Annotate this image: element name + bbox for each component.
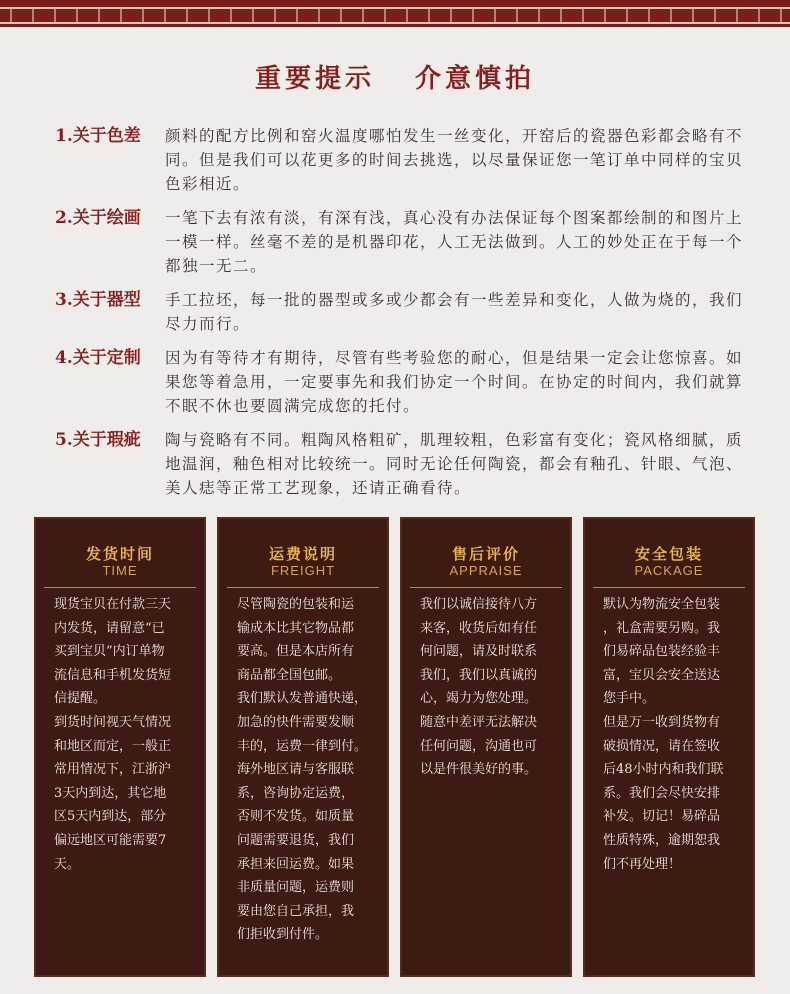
notice-item: [55, 288, 745, 336]
card-body: [54, 593, 194, 876]
card-line: 您手中。: [603, 691, 656, 707]
card-line: 承担来回运费。如果: [237, 856, 355, 872]
notice-label: 5.关于瑕疵: [55, 430, 141, 450]
card-line: 以是件很美好的事。: [420, 762, 538, 778]
notice-text: 一笔下去有浓有淡，有深有浅，真心没有办法保证每个图案都绘制的和图片上一模一样。丝毫不差的是机器印花，人工无法做到。人工的妙处正在于每一个都独一无二。: [165, 209, 744, 275]
card-shipping-time: [34, 517, 206, 977]
card-divider: [593, 587, 745, 588]
card-line: 何问题，请及时联系: [420, 644, 538, 660]
card-body: [237, 593, 377, 947]
card-line: 我们以诚信接待八方: [420, 597, 538, 612]
notice-text: 因为有等待才有期待，尽管有些考验您的耐心，但是结果一定会让您惊喜。如果您等着急用，一定要事先和我们协定一个时间。在协定的时间内，我们就算不眠不休也要圆满完成您的托付。: [165, 349, 744, 415]
card-packaging: [583, 517, 755, 977]
card-line: 非质量问题，运费则: [237, 880, 355, 896]
card-line: 流信息和手机发货短: [54, 667, 172, 683]
card-line: 买到宝贝”内订单物: [54, 644, 165, 660]
card-line: 信提醒。: [54, 691, 107, 707]
card-title: 安全包装: [634, 545, 703, 563]
card-line: 否则不发货。如质量: [237, 809, 355, 825]
notice-item: [55, 346, 745, 418]
card-line: 们易碎品包装经验丰: [603, 644, 721, 660]
card-freight: [217, 517, 389, 977]
notice-text: 陶与瓷略有不同。粗陶风格粗矿，肌理较粗，色彩富有变化；瓷风格细腻，质地温润，釉色相对比较统一。同时无论任何陶瓷，都会有釉孔、针眼、气泡、美人痣等正常工艺现象，还请正确看待。: [165, 431, 744, 497]
card-line: 随意中差评无法解决: [420, 714, 538, 730]
card-line: 天。: [54, 856, 81, 872]
page-title: [0, 58, 790, 95]
card-line: 任何问题，沟通也可: [420, 738, 538, 754]
card-line: 破损情况，请在签收: [603, 738, 721, 754]
card-title: 售后评价: [451, 545, 520, 563]
notice-label: 1.关于色差: [55, 126, 141, 146]
card-line: 偏远地区可能需要7: [54, 832, 167, 848]
card-line: ，礼盒需要另购。我: [603, 620, 721, 636]
card-title: 发货时间: [85, 545, 154, 563]
card-line: 海外地区请与客服联: [237, 762, 355, 778]
notice-item: [55, 428, 745, 500]
notice-text: 手工拉坯，每一批的器型或多或少都会有一些差异和变化，人做为烧的，我们尽力而行。: [165, 291, 744, 333]
card-line: 3天内到达，其它地: [54, 785, 167, 801]
notice-label: 2.关于绘画: [55, 208, 141, 228]
card-line: 系。我们会尽快安排: [603, 785, 721, 801]
card-line: 加急的快件需要发顺: [237, 714, 355, 730]
card-line: 区5天内到达，部分: [54, 809, 167, 825]
notice-item: [55, 124, 745, 196]
title-part-1: 重要提示: [254, 64, 375, 94]
card-line: 要由您自己承担，我: [237, 903, 355, 919]
top-decorative-border: [0, 0, 790, 27]
info-cards: [34, 517, 757, 977]
card-line: 常用情况下，江浙沪: [54, 762, 172, 778]
card-line: 富，宝贝会安全送达: [603, 667, 721, 683]
card-title: 运费说明: [268, 545, 337, 563]
card-line: 们拒收到付件。: [237, 927, 329, 943]
notice-list: [55, 124, 745, 510]
card-line: 补发。切记！易碎品: [603, 809, 721, 825]
card-line: 系，咨询协定运费，: [237, 785, 355, 801]
card-line: 到货时间视天气情况: [54, 714, 172, 730]
card-line: 尽管陶瓷的包装和运: [237, 597, 355, 612]
card-line: 问题需要退货，我们: [237, 832, 355, 848]
card-line: 内发货，请留意“已: [54, 620, 165, 636]
card-line: 输成本比其它物品都: [237, 620, 355, 636]
card-title-en: TIME: [102, 563, 138, 578]
card-line: 心，竭力为您处理。: [420, 691, 538, 707]
card-line: 们不再处理！: [603, 856, 682, 872]
card-line: 性质特殊，逾期恕我: [603, 832, 721, 848]
notice-text: 颜料的配方比例和窑火温度哪怕发生一丝变化，开窑后的瓷器色彩都会略有不同。但是我们可以花更多的时间去挑选，以尽量保证您一笔订单中同样的宝贝色彩相近。: [165, 127, 744, 193]
card-line: 要高。但是本店所有: [237, 644, 355, 660]
card-line: 来客，收货后如有任: [420, 620, 538, 636]
card-body: [603, 593, 743, 876]
card-line: 我们默认发普通快递，: [237, 691, 368, 707]
card-after-sales: [400, 517, 572, 977]
notice-item: [55, 206, 745, 278]
card-divider: [44, 587, 196, 588]
card-divider: [227, 587, 379, 588]
notice-label: 3.关于器型: [55, 290, 141, 310]
card-body: [420, 593, 560, 782]
title-part-2: 介意慎拍: [415, 64, 536, 94]
card-line: 我们，我们以真诚的: [420, 667, 538, 683]
card-line: 和地区而定，一般正: [54, 738, 172, 754]
card-title-en: APPRAISE: [449, 563, 523, 578]
card-divider: [410, 587, 562, 588]
card-line: 默认为物流安全包装: [603, 597, 721, 612]
fret-pattern: [0, 7, 790, 24]
card-line: 但是万一收到货物有: [603, 714, 721, 730]
card-line: 商品都全国包邮。: [237, 667, 342, 683]
card-line: 后48小时内和我们联: [603, 762, 724, 778]
card-title-en: FREIGHT: [270, 563, 336, 578]
notice-label: 4.关于定制: [55, 348, 141, 368]
card-line: 现货宝贝在付款三天: [54, 597, 172, 612]
card-line: 丰的，运费一律到付。: [237, 738, 368, 754]
card-title-en: PACKAGE: [634, 563, 704, 578]
